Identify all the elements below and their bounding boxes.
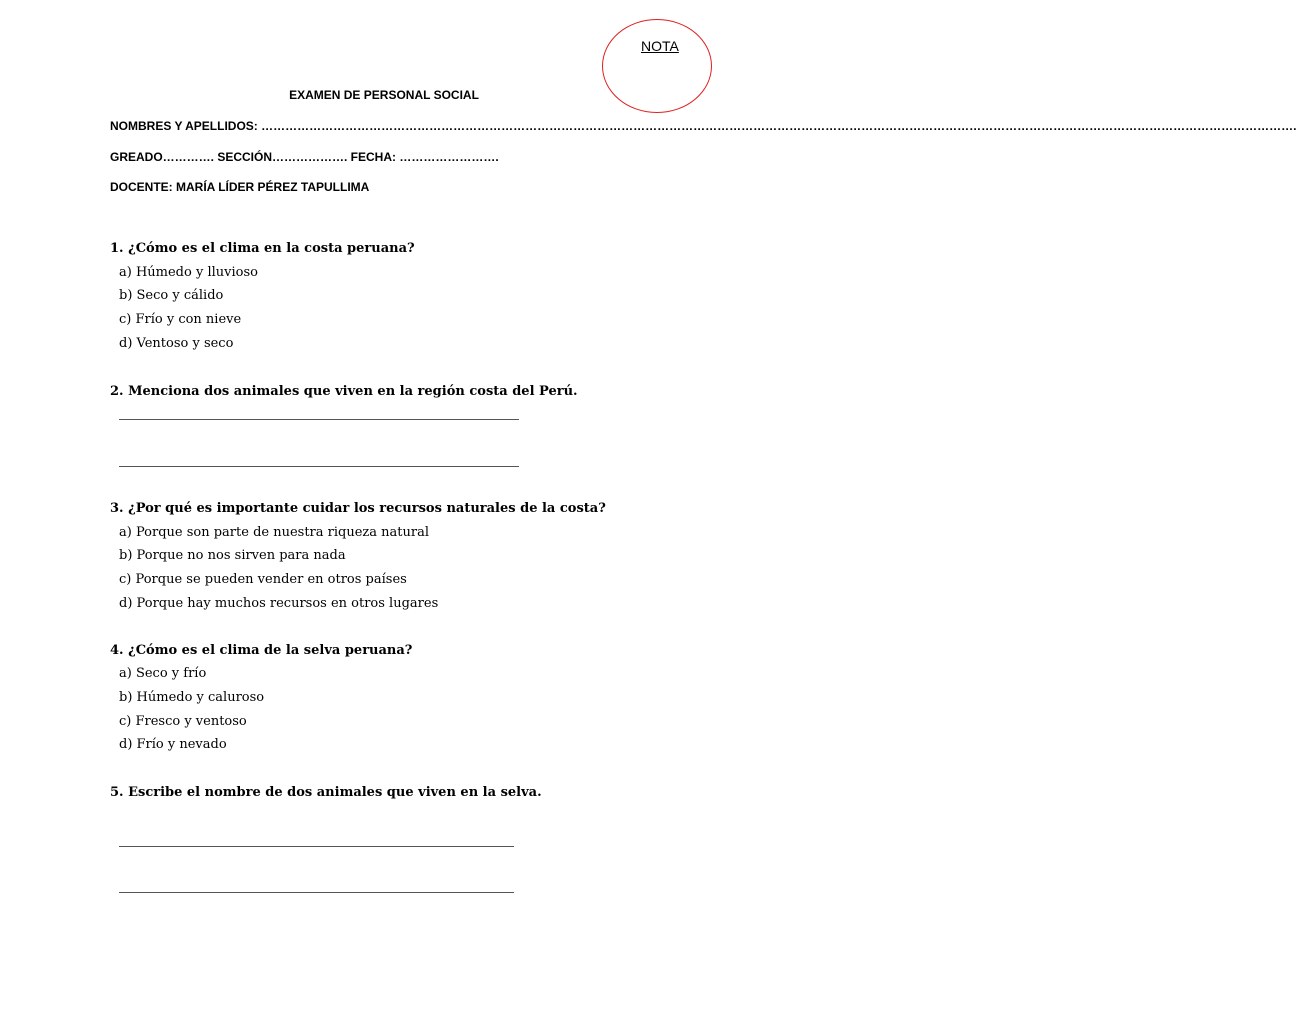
question-1-option-d: d) Ventoso y seco [119, 336, 234, 351]
question-1-option-b: b) Seco y cálido [119, 288, 224, 303]
question-3-option-c: c) Porque se pueden vender en otros países [119, 572, 407, 587]
answer-line [119, 892, 514, 893]
answer-line [119, 846, 514, 847]
student-name-field: NOMBRES Y APELLIDOS: ……………………………………………………………………………………………………………………………………………………………………………………………………………………………………. [110, 119, 1296, 133]
teacher-name: DOCENTE: MARÍA LÍDER PÉREZ TAPULLIMA [110, 180, 370, 194]
question-3-option-b: b) Porque no nos sirven para nada [119, 548, 346, 563]
question-1-option-a: a) Húmedo y lluvioso [119, 265, 258, 280]
question-3: 3. ¿Por qué es importante cuidar los recursos naturales de la costa? [110, 501, 606, 516]
question-1: 1. ¿Cómo es el clima en la costa peruana? [110, 241, 415, 256]
grade-label: NOTA [641, 38, 679, 54]
answer-line [119, 419, 519, 420]
question-4-option-b: b) Húmedo y caluroso [119, 690, 265, 705]
question-4: 4. ¿Cómo es el clima de la selva peruana? [110, 643, 413, 658]
question-3-option-d: d) Porque hay muchos recursos en otros lugares [119, 596, 439, 611]
answer-line [119, 466, 519, 467]
grade-section-date-field: GREADO…………. SECCIÓN………………. FECHA: ……………………. [110, 150, 499, 164]
question-4-option-a: a) Seco y frío [119, 666, 207, 681]
exam-title: EXAMEN DE PERSONAL SOCIAL [289, 88, 479, 102]
question-3-option-a: a) Porque son parte de nuestra riqueza natural [119, 525, 429, 540]
question-4-option-d: d) Frío y nevado [119, 737, 227, 752]
question-2: 2. Menciona dos animales que viven en la región costa del Perú. [110, 384, 578, 399]
question-4-option-c: c) Fresco y ventoso [119, 714, 247, 729]
question-5: 5. Escribe el nombre de dos animales que viven en la selva. [110, 785, 542, 800]
question-1-option-c: c) Frío y con nieve [119, 312, 242, 327]
